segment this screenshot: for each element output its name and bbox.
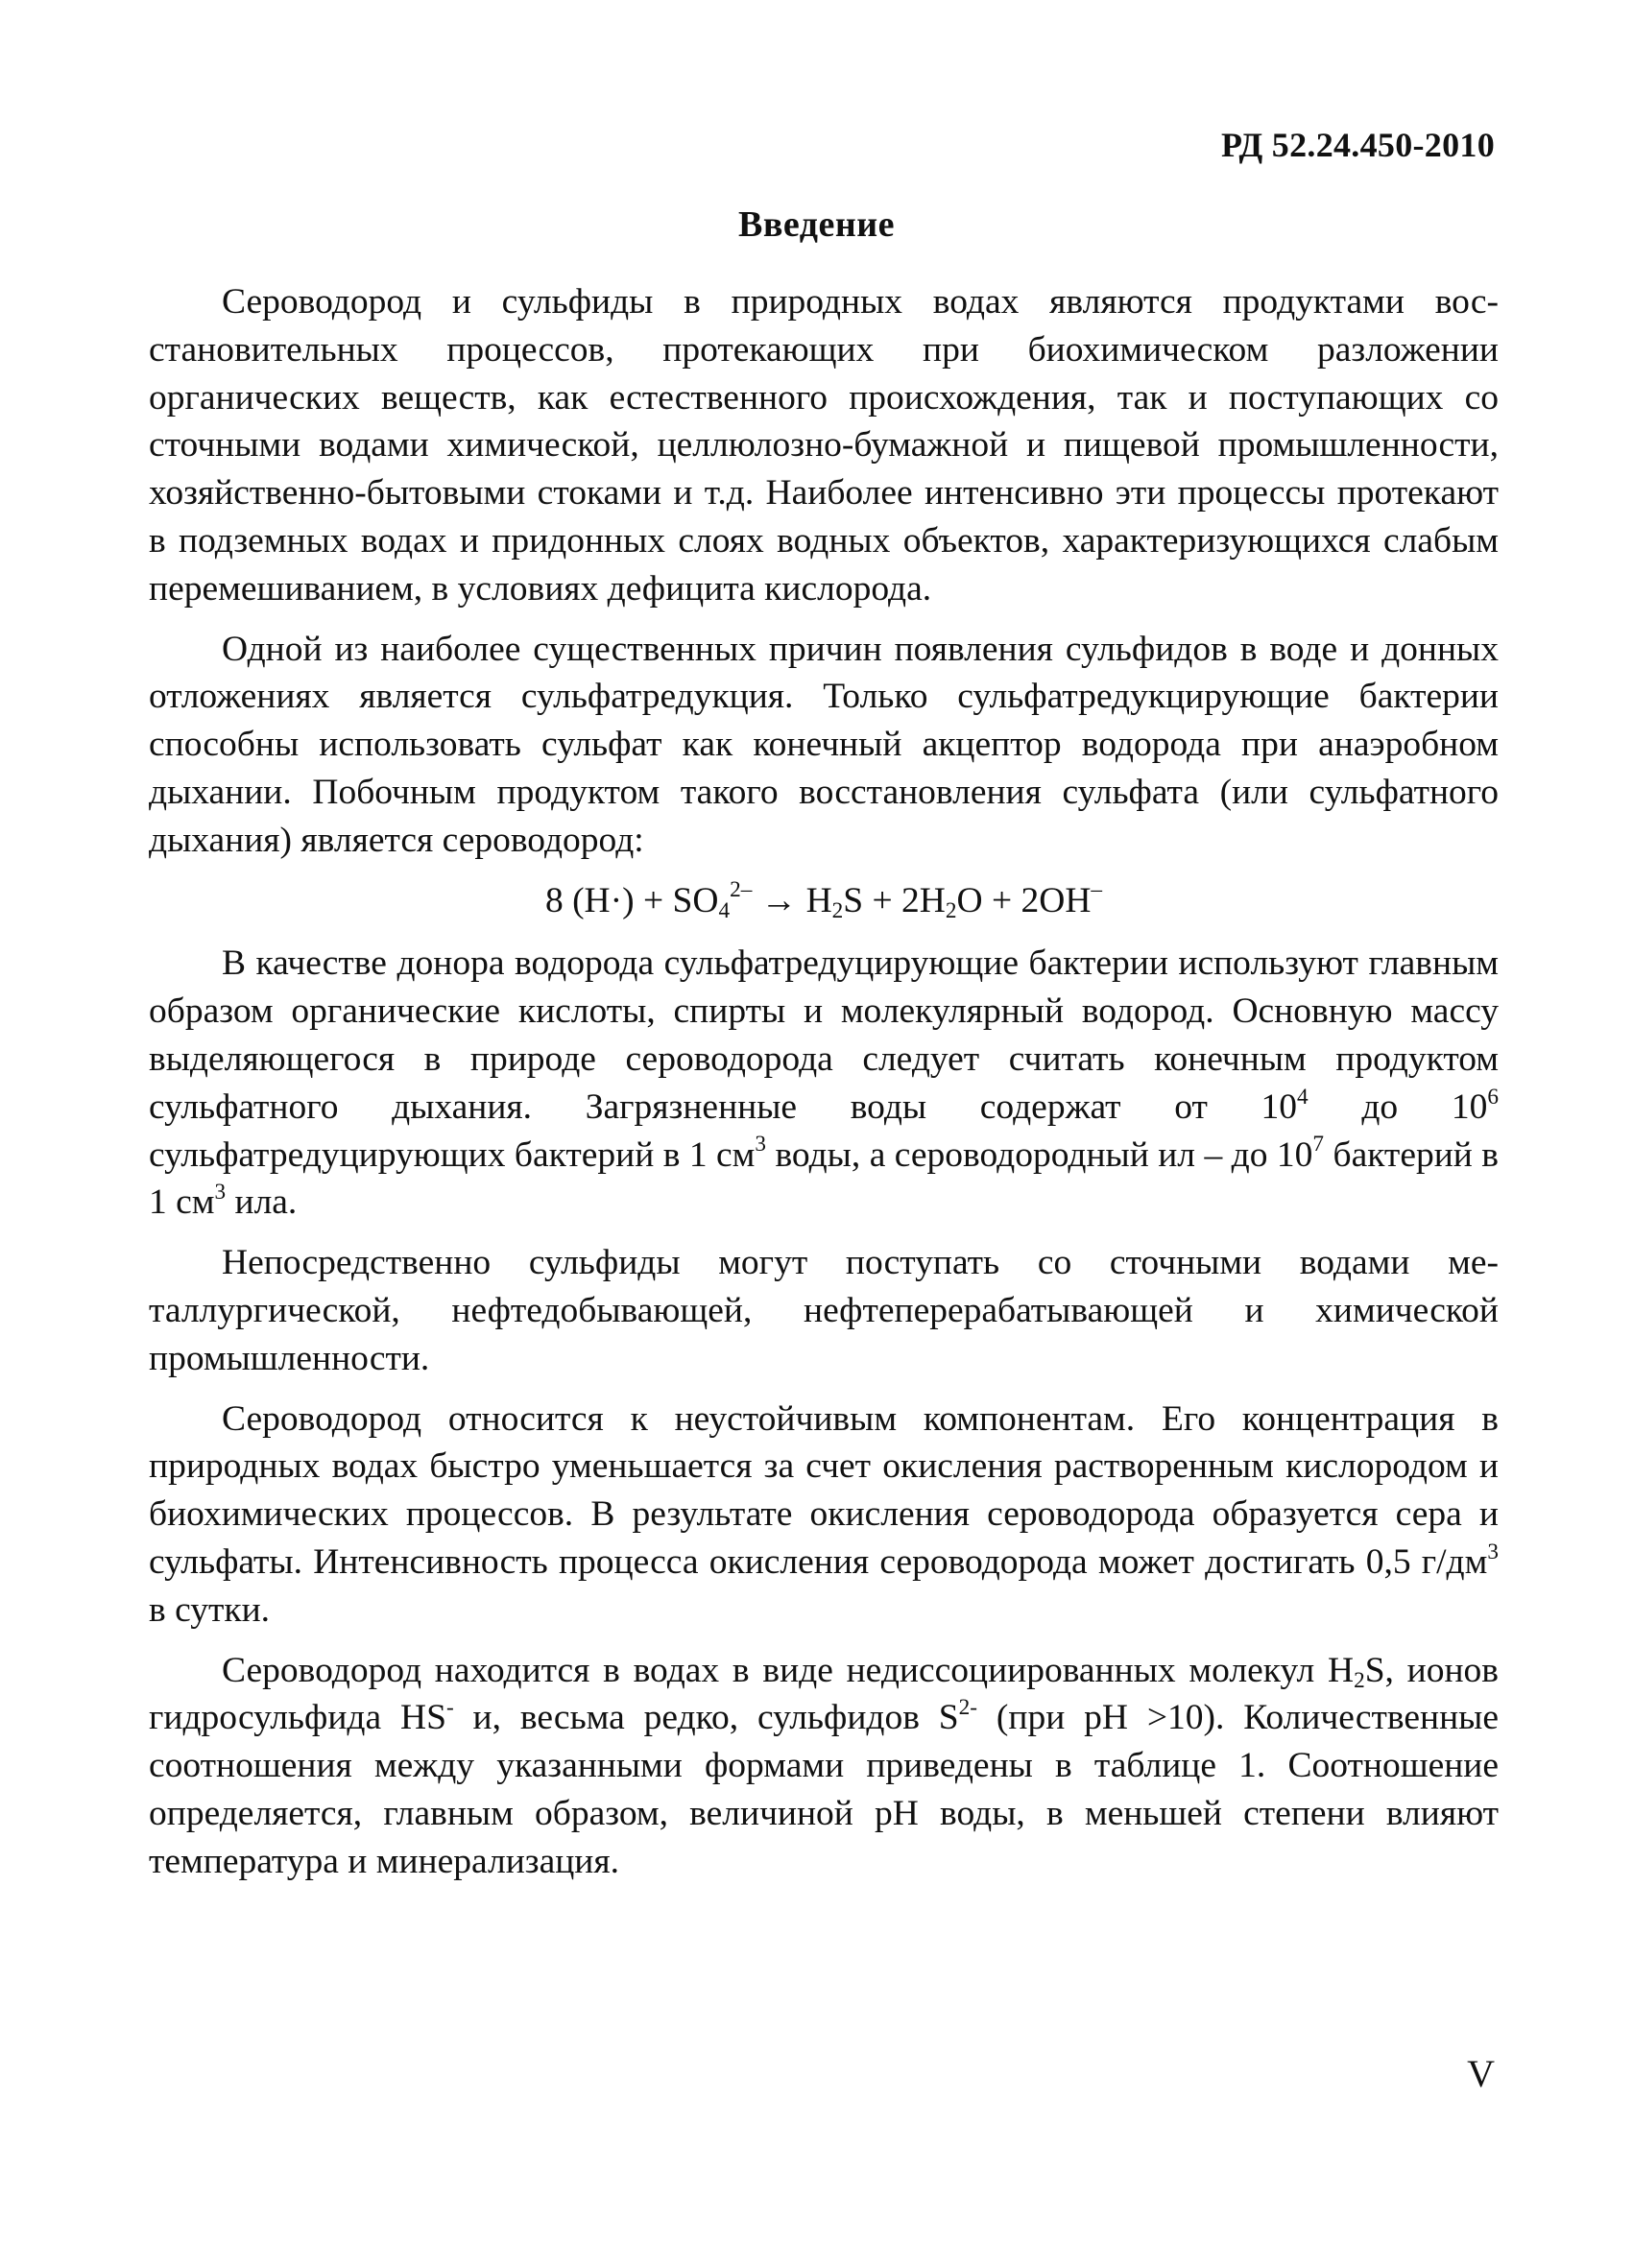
paragraph-1: Сероводород и сульфиды в природных водах являются продуктами восстановительных процессов, протекающих при биохимическом разложении органических веществ, как естественного происхождения, так и поступающих со сточными водами химической, целлюлозно-бумажной и пищевой промышленности, хозяйственно-бытовыми стоками и т.д. Наиболее интенсивно эти процессы протекают в подземных водах и придонных слоях водных объектов, характеризующихся слабым перемешиванием, в условиях дефицита кислорода. [149, 282, 1499, 609]
paragraph-3: В качестве донора водорода сульфатредуцирующие бактерии используют главным образом органические кислоты, спирты и молекулярный водород. Основную массу выделяющегося в природе сероводорода следует считать конечным продуктом сульфатного дыхания. Загрязненные воды содержат от $10^4$ до $10^6$ сульфатредуцирующих бактерий в 1 $см^3$ воды, а сероводородный ил – до $10^7$ бактерий в 1 $см^3$ ила. [149, 943, 1499, 1223]
paragraph-2: Одной из наиболее существенных причин появления сульфидов в воде и донных отложениях является сульфатредукция. Только сульфатредукцирующие бактерии способны использовать сульфат как конечный акцептор водорода при анаэробном дыхании. Побочным продуктом такого восстановления сульфата (или сульфатного дыхания) является сероводород: [149, 629, 1499, 860]
document-code: РД 52.24.450-2010 [1221, 126, 1495, 164]
paragraph-5: Сероводород относится к неустойчивым компонентам. Его концентрация в природных водах быстро уменьшается за счет окисления растворенным кислородом и биохимических процессов. В результате окисления сероводорода образуется сера и сульфаты. Интенсивность процесса окисления сероводорода может достигать 0,5 $г/дм^3$ в сутки. [149, 1398, 1499, 1630]
section-title: Введение [738, 204, 895, 245]
page-number: V [1467, 2052, 1495, 2095]
body-text [149, 278, 1499, 1898]
reaction-equation: 8 $(H\cdot) + SO_4^{2-} \to H_2S + 2H_2O + 2OH^-$ [544, 877, 1103, 924]
paragraph-6: Сероводород находится в водах в виде недиссоциированных молекул $H_2S$, ионов гидросульфида HS- и, весьма редко, сульфидов $S^{2-}$ (при pH >10). Количественные соотношения между указанными формами приведены в таблице 1. Соотношение определяется, главным образом, величиной pH воды, в меньшей степени влияют температура и минерализация. [149, 1650, 1500, 1881]
paragraph-4: Непосредственно сульфиды могут поступать со сточными водами металлургической, нефтедобывающей, нефтеперерабатывающей и химической промышленности. [149, 1243, 1499, 1378]
